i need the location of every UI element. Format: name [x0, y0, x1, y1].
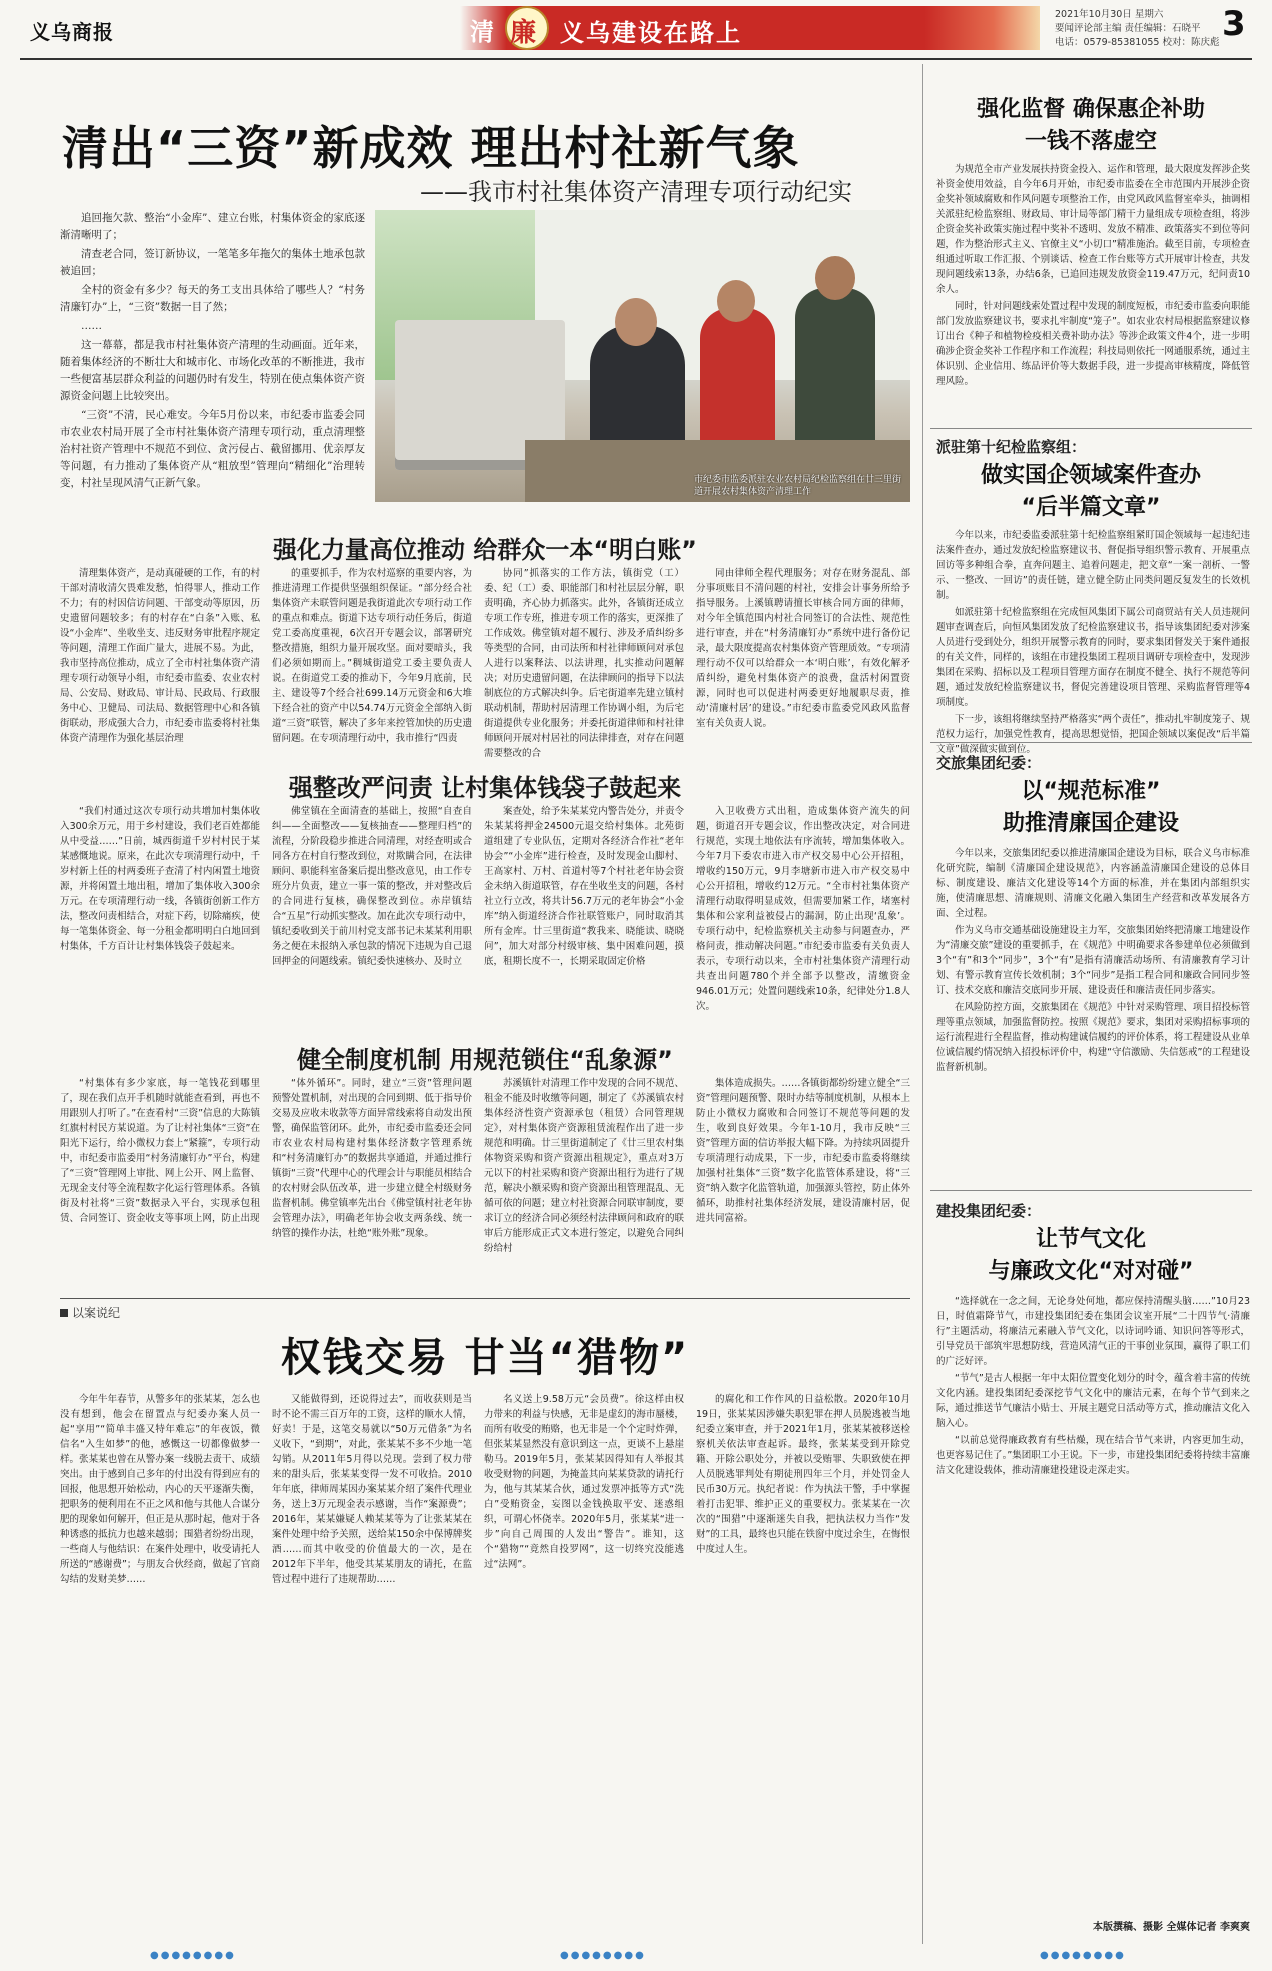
side-article-title: 助推清廉国企建设 [1002, 811, 1179, 836]
paragraph: 入卫收费方式出租，造成集体资产流失的问题，街道召开专题会议，作出整改决定，对合同进行规范，实现土地依法有序流转，增加集体收入。今年7月下委农市进入市产权交易中心公开招租，增收约150万元，9月李塘新市进入市产权交易中心公开招租，增收约12万元。“全市村社集体资产清理行动取得明显成效，但需要加紧工作，堵塞村集体和公家利益被侵占的漏洞，防止出现‘乱象’。专项行动中，纪检监察机关主动参与问题查办，严格问责，推动解决问题。”市纪委市监委有关负责人表示，专项行动以来，全市村社集体资产清理行动共查出问题780个并全部予以整改，清缴资金946.01万元；处置问题线索10条，纪律处分1.8人次。 [696, 806, 910, 1012]
lead-paragraph: 追回拖欠款、整治“小金库”、建立台账，村集体资金的家底逐渐清晰明了； [60, 212, 365, 241]
photo-caption: 市纪委市监委派驻农业农村局纪检监察组在廿三里街道开展农村集体资产清理工作 [694, 475, 902, 497]
side-article-title: 以“规范标准” [1021, 779, 1161, 804]
paragraph: “节气”是古人根据一年中太阳位置变化划分的时令，蕴含着丰富的传统文化内涵。建投集团纪委深挖节气文化中的廉洁元素，在每个节气到来之际，通过推送节气廉洁小贴士、开展主题党日活动等方式，推动廉洁文化入脑入心。 [936, 1373, 1250, 1429]
side-article-title: 强化监督 确保惠企补助 [977, 97, 1205, 122]
side-article-body [936, 846, 1250, 1186]
case-title: 权钱交易 甘当“猎物” [280, 1335, 690, 1381]
lead-paragraph: 清查老合同，签订新协议，一笔笔多年拖欠的集体土地承包款被追回； [60, 248, 365, 277]
photo-head [717, 280, 755, 322]
masthead [0, 0, 1272, 58]
article-column [272, 1392, 472, 1932]
paragraph: “我们村通过这次专项行动共增加村集体收入300余万元，用于乡村建设，我们老百姓都能从中受益……”日前，城西街道千岁村村民于某某感慨地说。原来，在此次专项清理行动中，千岁村新上任的村两委班子查清了村内闲置土地资源，并将闲置土地出租，增加了集体收入300余万元。在专项清理行动一线，各镇街创新工作方法，整改问责相结合，对症下药，切除痛疾，使每一笔集体资金、每一分租金都明明白白地回到村集体，千方百计让村集体钱袋子鼓起来。 [60, 806, 260, 952]
lead-paragraph: 这一幕幕，都是我市村社集体资产清理的生动画面。近年来，随着集体经济的不断壮大和城市化、市场化改革的不断推进，我市一些便富基层群众利益的问题仍时有发生，特别在使点集体资产资源资金问题上比较突出。 [60, 339, 365, 402]
paragraph: 佛堂镇在全面清查的基础上，按照“自查自纠——全面整改——复核抽查——整理归档”的流程，分阶段稳步推进合同清理，对经查明或合同各方在村自行整改到位，对欺瞒合同，在法律顾问、职能科室备案后提出整改意见，由工作专班分片负责，建立一事一策的整改，并对整改后的合同进行复核，确保整改到位。赤岸镇结合“五星”行动抓实整改。加在此次专项行动中，镇纪委收到关于前川村党支部书记未某某利用职务之便在未报纳入承包款的情况下违规为自己退回押金的问题线索。镇纪委快速核办、及时立 [272, 806, 472, 967]
article-column [696, 1392, 910, 1932]
phone-line: 电话：0579-85381055 校对：陈庆彪 [1055, 37, 1220, 48]
article-column [272, 1076, 472, 1290]
paragraph: 的腐化和工作作风的日益松散。2020年10月19日，张某某因涉嫌失职犯罪在押人员脱逃被当地纪委立案审查，并于2021年1月，张某某被移送检察机关依法审查起诉。最终，张某某受到开除党籍、开除公职处分，并被以受贿罪、失职致使在押人员脱逃罪判处有期徒刑四年三个月，并处罚金人民币30万元。执纪者说：作为执法干警，手中掌握着打击犯罪、维护正义的重要权力。张某某在一次次的“围猎”中逐渐迷失自我，把执法权力当作“发财”的工具，最终也只能在铁窗中度过余生，在悔恨中度过人生。 [696, 1394, 910, 1555]
section-title: 强化力量高位推动 给群众一本“明白账” [273, 536, 697, 564]
article-column [484, 1392, 684, 1932]
section-title: 强整改严问责 让村集体钱袋子鼓起来 [288, 774, 682, 802]
paragraph: 今年以来，交旅集团纪委以推进清廉国企建设为目标，联合义乌市标准化研究院，编制《清廉国企建设规范》，内容涵盖清廉国企建设的总体目标、制度建设、廉洁文化建设等14个方面的标准，并在集团内部组织实施，使清廉思想、清廉规则、清廉文化融入集团生产经营和改革发展各方面、全过程。 [936, 848, 1250, 919]
issue-date: 2021年10月30日 星期六 [1055, 9, 1164, 20]
tag-marker-icon [60, 1309, 68, 1317]
case-divider [60, 1298, 910, 1299]
paragraph: 清理集体资产，是动真碰硬的工作，有的村干部对清收清欠畏难发愁，怕得罪人，推动工作不力；有的村因信访问题、干部变动等原因，历史遗留问题较多；有的村存在“白条”入账、私设“小金库”、坐收坐支、违反财务审批程序规定等问题，清理工作面广量大，进展不易。为此，我市坚持高位推动，成立了全市村社集体资产清理专项行动领导小组，市纪委市监委、农业农村局、公安局、财政局、审计局、民政局、行政服务中心、卫健局、司法局、数据管理中心和各镇街联动，形成强大合力，市纪委市监委将村社集体资产清理作为强化基层治理 [60, 568, 260, 744]
paragraph: 同由律师全程代理服务；对存在财务混乱、部分事项账目不清问题的村社，安排会计事务所给予指导服务。上溪镇聘请擅长审核合同方面的律师，对今年全镇范围内村社合同签订的合法性、规范性进行审查，并在“村务清廉钉办”系统中进行备份记录，最大限度提高农村集体资产管理质效。“专项清理行动不仅可以给群众一本‘明白账’，有效化解矛盾纠纷，避免村集体资产的浪费，盘活村闲置资源，同时也可以促进村两委更好地履职尽责，推动‘清廉村居’的建设。”市纪委市监委党风政风监督室有关负责人说。 [696, 568, 910, 729]
column-divider [922, 64, 923, 1944]
side-kicker: 交旅集团纪委： [936, 754, 1042, 772]
article-column [484, 1076, 684, 1290]
side-article-title: 与廉政文化“对对碰” [988, 1259, 1194, 1284]
footer-dots: ●●●●●●●● [560, 1950, 646, 1961]
banner-lian-char: 廉 [510, 18, 537, 48]
paragraph: “体外循环”。同时，建立“三资”管理问题预警处置机制，对出现的合同到期、低于指导价交易及应收未收款等方面异常线索将自动发出预警，确保监管闭环。此外，市纪委市监委还会同市农业农村局构建村集体经济数字管理系统和“村务清廉钉办”的数据共享通道，并通过推行镇街“三资”代理中心的代理会计与职能员相结合的农村财会队伍改革，进一步建立健全村级财务监督机制。佛堂镇率先出台《佛堂镇村社老年协会管理办法》，明确老年协会收支两条线、统一纳管的操作办法，杜绝“账外账”现象。 [272, 1078, 472, 1239]
article-column [696, 566, 910, 752]
page-number: 3 [1222, 4, 1246, 44]
paragraph: 今年牛年春节，从警多年的张某某，怎么也没有想到，他会在留置点与纪委办案人员一起“享用”“简单丰盛又特年难忘”的年夜饭，微信名“入生如梦”的他，感慨这一切都像做梦一样。张某某也曾在从警办案一线脱去责干、成绩突出。由于感到自己多年的付出没有得到应有的回报，他思想开始松动，内心的天平逐渐失衡，把职务的便利用在不正之风和他与其他人合谋分肥的现象如何解开，但正是从那时起，他对于各种诱惑的抵抗力也越来越弱；围猎者纷纷出现，一些商人与他结识：在案件处理中，收受请托人所送的“感谢费”；与朋友合伙经商，做起了官商勾结的发财美梦…… [60, 1394, 260, 1585]
paragraph: 在风险防控方面，交旅集团在《规范》中针对采购管理、项目招投标管理等重点领域，加强监督防控。按照《规范》要求，集团对采购招标事项的运行流程进行全程监督，推动构建诚信履约的评价体系，将工程建设从业单位诚信履约情况纳入招投标评价中，构建“守信激励、失信惩戒”的工程建设监督新机制。 [936, 1002, 1250, 1073]
paragraph: 协同”抓落实的工作方法，镇街党（工）委、纪（工）委、职能部门和村社层层分解，职责明确，齐心协力抓落实。此外，各镇街还成立专项工作专班，推进专项工作的落实，更深推了工作成效。佛堂镇对超不履行、涉及矛盾纠纷多等类型的合同，由司法所和村社律师顾问对承包人进行以案释法、以法讲理，扎实推动问题解决；对历史遗留问题，在法律顾问的指导下以法制底位的方式解决纠争。后宅街道率先建立镇村联动机制，帮助村居清理工作协调小组，为后宅街道提供专业化服务；并委托街道律师和村社律师顾问开展对村居社的同法律排查，对存在问题需要整改的合 [484, 568, 684, 759]
article-column [484, 566, 684, 759]
side-article-title: 做实国企领域案件查办 [980, 463, 1201, 488]
footer-dots: ●●●●●●●● [150, 1950, 236, 1961]
article-column [484, 804, 684, 1026]
article-column [60, 1076, 260, 1290]
section-title: 健全制度机制 用规范锁住“乱象源” [297, 1046, 673, 1074]
side-article-title: 一钱不落虚空 [1024, 129, 1157, 154]
article-column [272, 566, 472, 752]
lead-paragraph: …… [81, 320, 102, 332]
side-divider [930, 742, 1252, 743]
newspaper-logo: 义乌商报 [30, 20, 114, 44]
footer-dots: ●●●●●●●● [1040, 1950, 1126, 1961]
paragraph: “村集体有多少家底，每一笔钱花到哪里了，现在我们点开手机随时就能查看到，再也不用跟别人打听了。”在查看村“三资”信息的大陈镇红旗村村民方某说道。为了让村社集体“三资”在阳光下运行，给小微权力套上“紧箍”，专项行动中，市纪委市监委用“村务清廉钉办”平台，构建了“三资”管理网上审批、网上公开、网上监督、无现金支付等全流程数字化运行管理体系。各镇街及村社将“三资”数据录入平台，实现承包租赁、合同签订、资金收支等事项上网，防止出现 [60, 1078, 261, 1224]
lead-paragraph: 全村的资金有多少？每天的务工支出具体给了哪些人？“村务清廉钉办”上，“三资”数据一目了然； [60, 284, 365, 313]
side-article-title: 让节气文化 [1035, 1227, 1146, 1252]
photo-head [615, 298, 657, 346]
side-article-body [936, 162, 1250, 424]
paragraph: 同时，针对问题线索处置过程中发现的制度短板，市纪委市监委向职能部门发放监察建议书，要求扎牢制度“笼子”。如农业农村局根据监察建议修订出台《种子和植物检疫相关费补助办法》等涉企政策文件4个，进一步明确涉企资金奖补工作程序和工作流程；科技局则依托一网通服系统，通过主体识别、企业信用、练品评价等大数据手段，进一步提高审核精度，降低管理风险。 [936, 301, 1250, 387]
article-column [60, 1392, 260, 1932]
lead-text [60, 210, 365, 489]
article-column [60, 566, 260, 752]
article-column [60, 804, 260, 1026]
article-column [272, 804, 472, 1026]
page-subtitle: ——我市村社集体资产清理专项行动纪实 [420, 178, 852, 206]
side-article-body [936, 528, 1250, 755]
feature-photo [375, 210, 910, 502]
banner-title: 义乌建设在路上 [560, 19, 742, 47]
side-divider [930, 428, 1252, 429]
side-article-body [936, 1294, 1250, 1914]
paragraph: 的重要抓手，作为农村巡察的重要内容，为推进清理工作提供坚强组织保证。“部分经合社集体资产未联管问题是我街道此次专项行动工作的重点和难点。街道下达专项行动任务后，街道党工委高度重视，6次召开专题会议，部署研究整改措施，组织力量开展攻坚。面对要暗头，我们必须如期而上。”稠城街道党工委主要负责人说。在街道党工委的推动下，今年9月底前，民主、建设等7个经合社699.14万元资金和6大堆下经合社的资产中以54.74万元资金全部纳入街道“三资”联管，解决了多年来控管加快的历史遗留问题。在专项清理行动中，我市推行“四责 [272, 568, 472, 744]
page-title: 清出“三资”新成效 理出村社新气象 [62, 121, 800, 175]
side-kicker: 建投集团纪委： [936, 1202, 1042, 1220]
column-tag-label: 以案说纪 [72, 1306, 121, 1320]
paragraph: 名义送上9.58万元“会员费”。徐这样由权力带来的利益与快感，无非是虚幻的海市蜃楼，而所有收受的贿赂，也无非是一个个定时炸弹，但张某某显然没有意识到这一点，更谈不上悬崖勒马。2019年5月，张某某因得知有人举报其收受财物的问题，为掩盖其向某某贷款的请托行为，他与其某某合伙，通过发票冲抵等方式“洗白”受贿资金，妄图以金钱换取平安、迷惑组织，可谓心怀侥幸。2020年5月，张某某“进一步”向自己周围的人发出“警告”。谁知，这个“猎物”“竟然自投罗网”，这一切终究没能逃过“法网”。 [484, 1394, 684, 1570]
paragraph: 下一步，该组将继续坚持严格落实“两个责任”，推动扎牢制度笼子、规范权力运行，加强党性教育，提高思想觉悟，把国企领域以案促改“后半篇文章”做深做实做到位。 [936, 714, 1250, 755]
side-kicker: 派驻第十纪检监察组： [936, 438, 1087, 456]
paragraph: 今年以来，市纪委监委派驻第十纪检监察组紧盯国企领域每一起违纪违法案件查办，通过发放纪检监察建议书、督促指导组织警示教育、开展重点回访等多种组合拳，直奔问题主、追着问题走，把文章“一案一剖析、一警示、一整改、一回访”的责任链，建立健全防止同类问题反复发生的长效机制。 [936, 530, 1250, 601]
byline: 本版撰稿、摄影 全媒体记者 李爽爽 [1093, 1922, 1250, 1933]
column-tag [60, 1304, 120, 1321]
paragraph: “以前总觉得廉政教育有些枯燥，现在结合节气来讲，内容更加生动，也更容易记住了。”集团职工小王说。下一步，市建投集团纪委将持续丰富廉洁文化建设载体，推动清廉建投建设走深走实。 [936, 1435, 1250, 1476]
photo-head [815, 256, 855, 300]
lead-paragraph: “三资”不清，民心难安。今年5月份以来，市纪委市监委会同市农业农村局开展了全市村社集体资产清理专项行动，重点清理整治村社资产管理中不规范不到位、贪污侵占、截留挪用、优亲厚友等问题，有力推动了集体资产从“粗放型”管理向“精细化”治理转变，村社呈现风清气正新气象。 [60, 409, 365, 489]
article-column [696, 1076, 910, 1290]
paragraph: 作为义乌市交通基础设施建设主力军，交旅集团始终把清廉工地建设作为“清廉交旅”建设的重要抓手，在《规范》中明确要求各参建单位必须做到3个“有”和3个“同步”，3个“有”是指有清廉活动场所、有清廉教育学习计划、有警示教育宣传长效机制；3个“同步”是指工程合同和廉政合同同步签订、技术交底和廉洁交底同步开展、建设责任和廉洁责任同步落实。 [936, 925, 1250, 996]
paragraph: 如派驻第十纪检监察组在完成恒风集团下属公司商贸站有关人员违规问题审查调查后，向恒风集团发放了纪检监察建议书，指导该集团纪委对涉案人员进行受到处分，组织开展警示教育的同时，要求集团督发关于案件通报的有关文件，同样的，该组在市建投集团工程项目调研专项检查中，发现涉集团在采购、招标以及工程项目管理方面存在制度不健全、执行不规范等问题，通过发放纪检监察建议书，督促完善建设项目管理、采购监督管理等4项制度。 [936, 607, 1250, 708]
paragraph: 又能做得到，还说得过去”，而收获则是当时不论不需三百万年的工资，这样的顺水人情，好卖！于是，这笔交易就以“50万元借条”为名义收下，“到期”，对此，张某某不多不少地一笔勾销。从2011年5月得以兑现。尝到了权力带来的甜头后，张某某变得一发不可收拾。2010年年底，律师周某因办案某某介绍了案件代理业务，送上3万元现金表示感谢，当作“案源费”；2016年，某某嫌疑人赖某某等为了让张某某在案件处理中给予关照，送给某150余中保博牌奖酒……而其中收受的价值最大的一次，是在2012年下半年，他受其某某朋友的请托，在监管过程中进行了违规帮助…… [272, 1394, 472, 1585]
editors-line: 要闻评论部主编 责任编辑：石晓平 [1055, 23, 1201, 34]
banner-qing-char: 清 [470, 17, 494, 46]
side-article-title: “后半篇文章” [1021, 495, 1161, 520]
paragraph: 集体造成损失。……各镇街都纷纷建立健全“三资”管理问题预警、限时办结等制度机制，从根本上防止小微权力腐败和合同签订不规范等问题的发生，收到良好效果。今年1-10月，我市反映“三资”管理方面的信访举报大幅下降。为持续巩固提升专项清理行动成果，下一步，市纪委市监委将继续加强村社集体“三资”数字化监管体系建设，将“三资”纳入数字化监管轨道，加强源头管控，防止体外循环，助推村社集体经济发展，建设清廉村居，促进共同富裕。 [696, 1078, 910, 1224]
paragraph: 为规范全市产业发展扶持资金投入、运作和管理，最大限度发挥涉企奖补资金使用效益，自今年6月开始，市纪委市监委在全市范围内开展涉企资金奖补领域腐败和作风问题专项整治工作，由党风政风监督室牵头，抽调相关派驻纪检监察组、财政局、审计局等部门精干力量组成专项检查组，将涉企资金奖补政策实施过程中奖补不透明、发放不精准、政策落实不到位等问题，作为整治形式主义、官僚主义“小切口”精准施治。截至目前，专项检查组通过听取工作汇报、个别谈话、检查工作台账等方式开展审计检查，共发现问题线索13条，办结6条，已追回违规发放资金119.47万元，纪问责10余人。 [936, 164, 1250, 295]
header-rule [20, 58, 1252, 60]
paragraph: 苏溪镇针对清理工作中发现的合同不规范、租金不能及时收缴等问题，制定了《苏溪镇农村集体经济性资产资源承包（租赁）合同管理规定》，对村集体资产资源租赁流程作出了进一步规范和明确。廿三里街道制定了《廿三里农村集体物资采购和资产资源出租规定》，重点对3万元以下的村社采购和资产资源出租行为进行了规范，解决小额采购和资产资源出租管理混乱、无循可依的问题；建立村社资源合同联审制度，要求订立的经济合同必须经村法律顾问和政府的联审后方能形成正式文本进行签定，以避免合同纠纷给村 [484, 1078, 684, 1254]
side-divider [930, 1190, 1252, 1191]
paragraph: “选择就在一念之间，无论身处何地，都应保持清醒头脑……”10月23日，时值霜降节气，市建投集团纪委在集团会议室开展“二十四节气·清廉行”主题活动，将廉洁元素融入节气文化，以诗词吟诵、知识问答等形式，引导党员干部筑牢思想防线，营造风清气正的干事创业氛围，赢得了职工们的广泛好评。 [936, 1296, 1250, 1367]
article-column [696, 804, 910, 1026]
paragraph: 案查处，给予朱某某党内警告处分，并责令朱某某将押金24500元退交给村集体。北苑街道组建了专业队伍，定期对各经济合作社“老年协会”“小金库”进行检查，及时发现金山脚村、王高家村、万村、首道村等7个村社老年协会资金未纳入街道联管，存在坐收坐支的问题，各村社立行立改，将共计56.7万元的老年协会“小金库”纳入街道经济合作社联管账户，同时取消其所有金库。廿三里街道“教我来、晓能读、晓晓问”，加大对部分村级审核、集中困难问题，摸底，租期长度不一，长期采取固定价格 [484, 806, 684, 967]
